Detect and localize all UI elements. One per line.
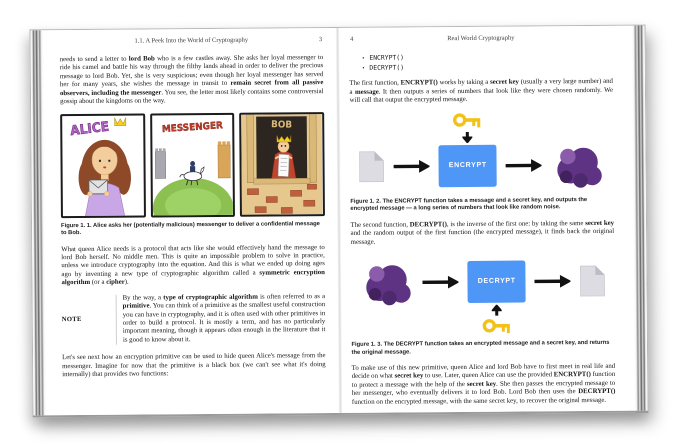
crown-icon [115,117,126,125]
encrypt-diagram [350,110,614,193]
decrypt-unit [468,261,527,336]
left-page-number: 3 [318,36,323,44]
body-paragraph-4: The first function, ENCRYPT() works by taking a secret key (usually a very large number) and a message. It then outputs a series of numbers that look like they were chosen randomly. We will call that output the encrypted message. [349,78,613,105]
document-icon [580,265,606,297]
alice-illustration [60,113,145,218]
messenger-illustration [150,112,235,217]
alice-drawing-icon [62,115,143,216]
alice-label: ALICE [69,117,110,138]
body-paragraph-1: needs to send a letter to lord Bob who is a few castles away. She asks her loyal messenger to ride his camel and battle his way through the filthy lands ahead in order to deliver the precious message to lord Bob. Yet, she is very suspicious; even though her loyal messenger has served her for many years, she wishes the message in transit to remain secret from all passive observers, including the messenger. You see, the letter most likely contains some controversial gossip about the kingdoms on the way. [59,54,324,106]
note-text: By the way, a type of cryptographic algorithm is often referred to as a primitive. You can think of a primitive as the smallest useful construction you can have in cryptography, and it is often used with other primitives in order to build a protocol. It is mostly a term, and has no particularly important meaning, though it appears often enough in the literature that it is good to know about it. [116,293,326,345]
body-paragraph-5: The second function, DECRYPT(), is the inverse of the first one: by taking the same secret key and the random output of the first function (the encrypted message), it finds back the original message. [350,219,615,246]
figure-1-3-caption: Figure 1. 3. The DECRYPT function takes an encrypted message and a secret key, and returns the original message. [351,339,610,356]
bob-drawing-icon [241,114,322,215]
encrypted-message-blob-icon [360,255,414,309]
body-paragraph-3: Let's see next how an encryption primitive can be used to hide queen Alice's message from the messenger. Imagine for now that the primitive is a black box (we can't see what it's doing internally) that provides two functions: [62,352,326,379]
encrypt-box: ENCRYPT [439,144,497,186]
book-spread [29,25,648,418]
key-icon [452,112,482,130]
function-list [362,52,613,73]
decrypt-function-name: • DECRYPT() [369,63,405,72]
arrow-right-icon [506,158,542,172]
list-item [362,62,613,74]
right-page-number: 4 [350,35,354,43]
arrow-down-icon [463,132,473,143]
messenger-drawing-icon [152,114,233,215]
key-icon [482,318,512,336]
left-running-head: 1.1. A Peek Into the World of Cryptography [134,36,249,45]
body-paragraph-6: To make use of this new primitive, queen Alice and lord Bob have to first meet in real life and decide on what secret key to use. Later, queen Alice can use the provided ENCRYPT() function to protect a message with the help of the secret key. She then passes the encrypted message to her messenger, who eventually delivers it to lord Bob. Lord Bob then uses the DECRYPT() function on the encrypted message, with the same secret key, to recover the original message. [351,362,616,406]
encrypted-message-blob-icon [551,138,605,192]
arrow-right-icon [423,275,459,289]
figure-1-2-caption: Figure 1. 2. The ENCRYPT function takes a message and a secret key, and outputs the encrypted message — a long series of numbers that look like random noise. [350,196,588,213]
decrypt-diagram [351,252,615,337]
note-sidebar [62,293,326,346]
page-left [43,28,335,415]
bob-illustration [239,112,324,217]
encrypt-function-name: • ENCRYPT() [369,53,404,62]
right-page-header [349,34,613,45]
messenger-label: MESSENGER [161,119,223,135]
open-pages [43,26,634,416]
document-icon [359,150,385,182]
figure-1-1-comic [60,112,324,218]
left-page-header [60,36,324,47]
arrow-up-icon [492,305,502,316]
encrypt-unit [438,111,497,186]
right-running-head: Real World Cryptography [447,34,515,43]
note-label: NOTE [61,316,82,324]
body-paragraph-2: What queen Alice needs is a protocol that acts like she would effectively hand the message to lord Bob herself. No middle men. This is quite an impossible problem to solve in practice, unless we introduce cryptography into the equation. And this is what we ended up doing ages ago by inventing a new type of cryptographic algorithm called a symmetric encryption algorithm (or a cipher). [61,243,325,287]
decrypt-box: DECRYPT [468,261,526,303]
figure-1-1-caption: Figure 1. 1. Alice asks her (potentially malicious) messenger to deliver a confidential message to Bob. [61,220,320,237]
arrow-right-icon [535,274,571,288]
page-right [332,26,635,413]
bob-label: BOB [270,118,293,131]
arrow-right-icon [394,159,430,173]
